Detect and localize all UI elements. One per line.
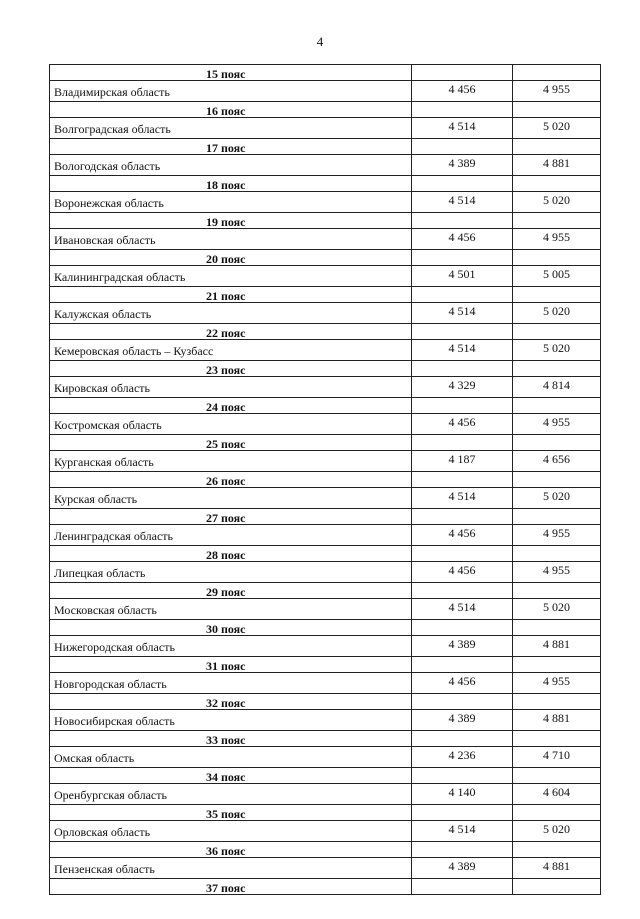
region-name: Орловская область (50, 821, 412, 842)
empty-cell (412, 250, 513, 266)
zone-row (50, 694, 601, 710)
empty-cell (513, 435, 601, 451)
empty-cell (513, 139, 601, 155)
region-row (50, 340, 601, 361)
value-column-2: 4 881 (513, 636, 601, 657)
value-column-2: 4 955 (513, 229, 601, 250)
zone-row (50, 546, 601, 562)
empty-cell (412, 176, 513, 192)
zone-row (50, 287, 601, 303)
region-name: Курганская область (50, 451, 412, 472)
empty-cell (412, 805, 513, 821)
region-row (50, 599, 601, 620)
empty-cell (513, 768, 601, 784)
zone-label: 34 пояс (50, 768, 412, 784)
value-column-2: 5 020 (513, 488, 601, 509)
empty-cell (412, 324, 513, 340)
region-row (50, 636, 601, 657)
empty-cell (412, 657, 513, 673)
region-row (50, 229, 601, 250)
table-body (50, 65, 601, 895)
value-column-1: 4 329 (412, 377, 513, 398)
value-column-2: 5 020 (513, 303, 601, 324)
region-row (50, 414, 601, 435)
zone-label: 31 пояс (50, 657, 412, 673)
value-column-1: 4 456 (412, 673, 513, 694)
zone-row (50, 805, 601, 821)
empty-cell (412, 139, 513, 155)
empty-cell (513, 398, 601, 414)
region-row (50, 451, 601, 472)
value-column-1: 4 456 (412, 525, 513, 546)
empty-cell (513, 287, 601, 303)
zone-label: 20 пояс (50, 250, 412, 266)
region-row (50, 118, 601, 139)
region-row (50, 858, 601, 879)
region-name: Костромская область (50, 414, 412, 435)
empty-cell (513, 213, 601, 229)
empty-cell (513, 546, 601, 562)
zone-table (49, 64, 601, 895)
region-name: Кемеровская область – Кузбасс (50, 340, 412, 361)
empty-cell (412, 509, 513, 525)
empty-cell (513, 694, 601, 710)
region-row (50, 673, 601, 694)
zone-row (50, 176, 601, 192)
empty-cell (412, 731, 513, 747)
value-column-2: 4 955 (513, 81, 601, 102)
value-column-1: 4 514 (412, 821, 513, 842)
zone-row (50, 435, 601, 451)
region-name: Омская область (50, 747, 412, 768)
region-name: Калининградская область (50, 266, 412, 287)
value-column-1: 4 389 (412, 710, 513, 731)
value-column-2: 5 005 (513, 266, 601, 287)
zone-label: 36 пояс (50, 842, 412, 858)
value-column-1: 4 514 (412, 340, 513, 361)
zone-row (50, 509, 601, 525)
empty-cell (513, 102, 601, 118)
zone-label: 28 пояс (50, 546, 412, 562)
empty-cell (412, 361, 513, 377)
region-row (50, 155, 601, 176)
empty-cell (513, 65, 601, 81)
region-row (50, 303, 601, 324)
zone-label: 33 пояс (50, 731, 412, 747)
value-column-1: 4 514 (412, 488, 513, 509)
zone-label: 35 пояс (50, 805, 412, 821)
region-name: Кировская область (50, 377, 412, 398)
zone-label: 32 пояс (50, 694, 412, 710)
zone-label: 30 пояс (50, 620, 412, 636)
value-column-1: 4 456 (412, 229, 513, 250)
empty-cell (412, 694, 513, 710)
empty-cell (513, 176, 601, 192)
empty-cell (513, 805, 601, 821)
region-name: Ленинградская область (50, 525, 412, 546)
value-column-2: 4 604 (513, 784, 601, 805)
zone-row (50, 879, 601, 895)
page-number: 4 (316, 34, 324, 49)
value-column-2: 4 955 (513, 414, 601, 435)
zone-label: 21 пояс (50, 287, 412, 303)
value-column-2: 4 955 (513, 562, 601, 583)
empty-cell (412, 842, 513, 858)
empty-cell (412, 879, 513, 895)
region-row (50, 525, 601, 546)
region-name: Оренбургская область (50, 784, 412, 805)
value-column-2: 4 881 (513, 155, 601, 176)
region-name: Московская область (50, 599, 412, 620)
value-column-1: 4 514 (412, 303, 513, 324)
value-column-1: 4 140 (412, 784, 513, 805)
zone-row (50, 583, 601, 599)
empty-cell (412, 398, 513, 414)
zone-row (50, 472, 601, 488)
region-row (50, 266, 601, 287)
region-name: Калужская область (50, 303, 412, 324)
value-column-2: 4 955 (513, 525, 601, 546)
zone-label: 22 пояс (50, 324, 412, 340)
zone-label: 18 пояс (50, 176, 412, 192)
value-column-2: 5 020 (513, 118, 601, 139)
zone-label: 17 пояс (50, 139, 412, 155)
region-name: Новгородская область (50, 673, 412, 694)
region-row (50, 81, 601, 102)
zone-row (50, 102, 601, 118)
value-column-1: 4 456 (412, 414, 513, 435)
empty-cell (412, 768, 513, 784)
empty-cell (412, 620, 513, 636)
empty-cell (513, 842, 601, 858)
region-name: Владимирская область (50, 81, 412, 102)
region-row (50, 821, 601, 842)
value-column-2: 4 814 (513, 377, 601, 398)
value-column-2: 4 955 (513, 673, 601, 694)
value-column-1: 4 514 (412, 192, 513, 213)
value-column-2: 4 881 (513, 858, 601, 879)
value-column-2: 5 020 (513, 821, 601, 842)
zone-label: 25 пояс (50, 435, 412, 451)
region-row (50, 710, 601, 731)
zone-row (50, 620, 601, 636)
region-name: Нижегородская область (50, 636, 412, 657)
zone-row (50, 213, 601, 229)
empty-cell (513, 731, 601, 747)
region-row (50, 488, 601, 509)
zone-label: 29 пояс (50, 583, 412, 599)
zone-label: 26 пояс (50, 472, 412, 488)
zone-label: 19 пояс (50, 213, 412, 229)
empty-cell (412, 583, 513, 599)
empty-cell (412, 546, 513, 562)
value-column-1: 4 514 (412, 599, 513, 620)
zone-label: 37 пояс (50, 879, 412, 895)
zone-row (50, 65, 601, 81)
empty-cell (412, 287, 513, 303)
value-column-1: 4 389 (412, 155, 513, 176)
value-column-1: 4 389 (412, 636, 513, 657)
value-column-2: 5 020 (513, 340, 601, 361)
region-name: Липецкая область (50, 562, 412, 583)
value-column-1: 4 187 (412, 451, 513, 472)
zone-label: 16 пояс (50, 102, 412, 118)
value-column-1: 4 514 (412, 118, 513, 139)
region-row (50, 377, 601, 398)
value-column-1: 4 236 (412, 747, 513, 768)
region-row (50, 784, 601, 805)
empty-cell (412, 435, 513, 451)
value-column-2: 4 656 (513, 451, 601, 472)
empty-cell (513, 472, 601, 488)
empty-cell (513, 620, 601, 636)
zone-row (50, 324, 601, 340)
empty-cell (513, 250, 601, 266)
region-name: Новосибирская область (50, 710, 412, 731)
zone-row (50, 139, 601, 155)
zone-label: 24 пояс (50, 398, 412, 414)
zone-row (50, 398, 601, 414)
value-column-1: 4 501 (412, 266, 513, 287)
value-column-2: 4 710 (513, 747, 601, 768)
empty-cell (513, 361, 601, 377)
zone-label: 23 пояс (50, 361, 412, 377)
value-column-2: 5 020 (513, 192, 601, 213)
zone-label: 15 пояс (50, 65, 412, 81)
value-column-1: 4 456 (412, 562, 513, 583)
zone-row (50, 731, 601, 747)
region-name: Волгоградская область (50, 118, 412, 139)
region-name: Ивановская область (50, 229, 412, 250)
region-row (50, 562, 601, 583)
empty-cell (513, 879, 601, 895)
region-name: Пензенская область (50, 858, 412, 879)
empty-cell (513, 657, 601, 673)
value-column-2: 5 020 (513, 599, 601, 620)
empty-cell (412, 102, 513, 118)
zone-row (50, 250, 601, 266)
value-column-2: 4 881 (513, 710, 601, 731)
region-row (50, 747, 601, 768)
empty-cell (412, 472, 513, 488)
region-name: Вологодская область (50, 155, 412, 176)
zone-row (50, 768, 601, 784)
zone-label: 27 пояс (50, 509, 412, 525)
region-name: Курская область (50, 488, 412, 509)
empty-cell (513, 509, 601, 525)
value-column-1: 4 389 (412, 858, 513, 879)
empty-cell (412, 213, 513, 229)
empty-cell (513, 583, 601, 599)
zone-row (50, 361, 601, 377)
empty-cell (412, 65, 513, 81)
zone-row (50, 657, 601, 673)
empty-cell (513, 324, 601, 340)
region-row (50, 192, 601, 213)
value-column-1: 4 456 (412, 81, 513, 102)
zone-row (50, 842, 601, 858)
region-name: Воронежская область (50, 192, 412, 213)
